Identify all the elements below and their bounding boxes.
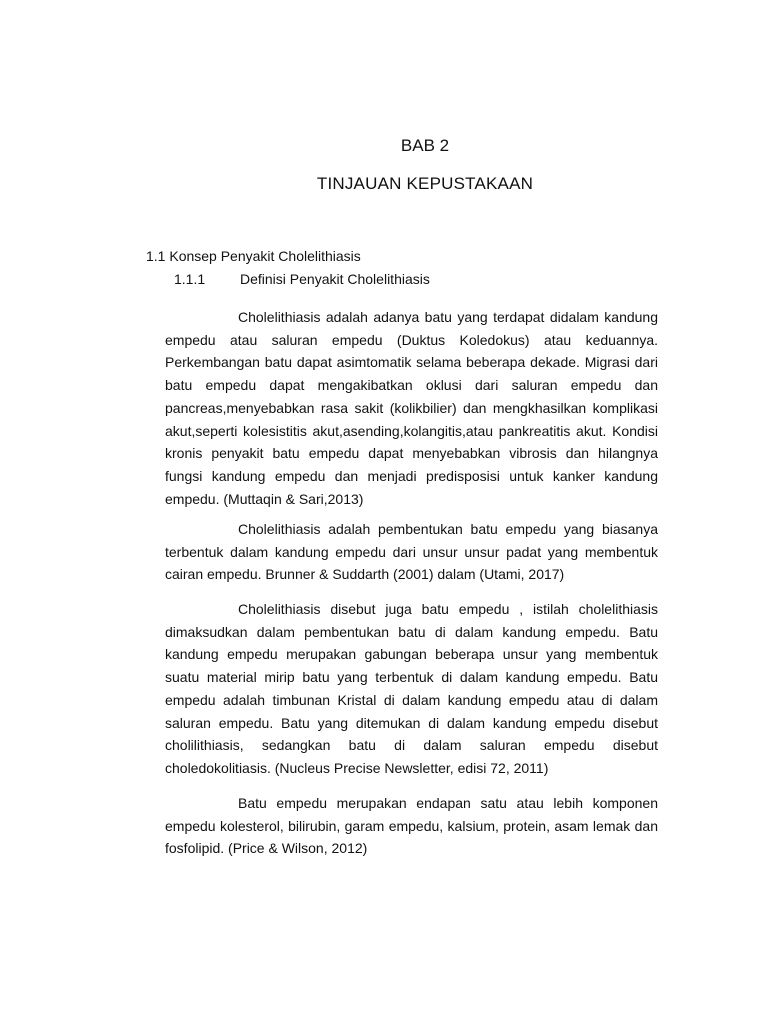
paragraph-definition: Cholelithiasis adalah adanya batu yang terdapat didalam kandung empedu atau saluran empedu (Duktus Koledokus) atau keduannya. Perkembangan batu dapat asimtomatik selama beberapa dekade. Migrasi dari batu empedu dapat mengakibatkan oklusi dari saluran empedu dan pancreas,menyebabkan rasa sakit (kolikbilier) dan mengkhasilkan komplikasi akut,seperti kolesistitis akut,asending,kolangitis,atau pankreatitis akut. Kondisi kronis penyakit batu empedu dapat menyebabkan vibrosis dan hilangnya fungsi kandung empedu dan menjadi predisposisi untuk kanker kandung empedu. (Muttaqin & Sari,2013) bbox=[165, 309, 658, 507]
chapter-number: BAB 2 bbox=[400, 136, 450, 155]
subsection-title: Definisi Penyakit Cholelithiasis bbox=[240, 271, 430, 287]
paragraph-gallstone-description: Cholelithiasis disebut juga batu empedu , istilah cholelithiasis dimaksudkan dalam pembentukan batu di dalam kandung empedu. Batu kandung empedu merupakan gabungan beberapa unsur yang membentuk suatu material mirip batu yang terbentuk di dalam kandung empedu. Batu empedu adalah timbunan Kristal di dalam kandung empedu atau di dalam saluran empedu. Batu yang ditemukan di dalam kandung empedu disebut cholilithiasis, sedangkan batu di dalam saluran empedu disebut choledokolitiasis. (Nucleus Precise Newsletter, edisi 72, 2011) bbox=[165, 601, 658, 776]
paragraph-composition: Batu empedu merupakan endapan satu atau lebih komponen empedu kolesterol, bilirubin, garam empedu, kalsium, protein, asam lemak dan fosfolipid. (Price & Wilson, 2012) bbox=[165, 795, 658, 857]
subsection-heading bbox=[174, 271, 430, 287]
subsection-number: 1.1.1 bbox=[174, 271, 206, 287]
paragraph-formation: Cholelithiasis adalah pembentukan batu empedu yang biasanya terbentuk dalam kandung empedu dari unsur unsur padat yang membentuk cairan empedu. Brunner & Suddarth (2001) dalam (Utami, 2017) bbox=[165, 521, 658, 583]
chapter-title: TINJAUAN KEPUSTAKAAN bbox=[316, 174, 534, 193]
section-heading: 1.1 Konsep Penyakit Cholelithiasis bbox=[146, 248, 361, 264]
